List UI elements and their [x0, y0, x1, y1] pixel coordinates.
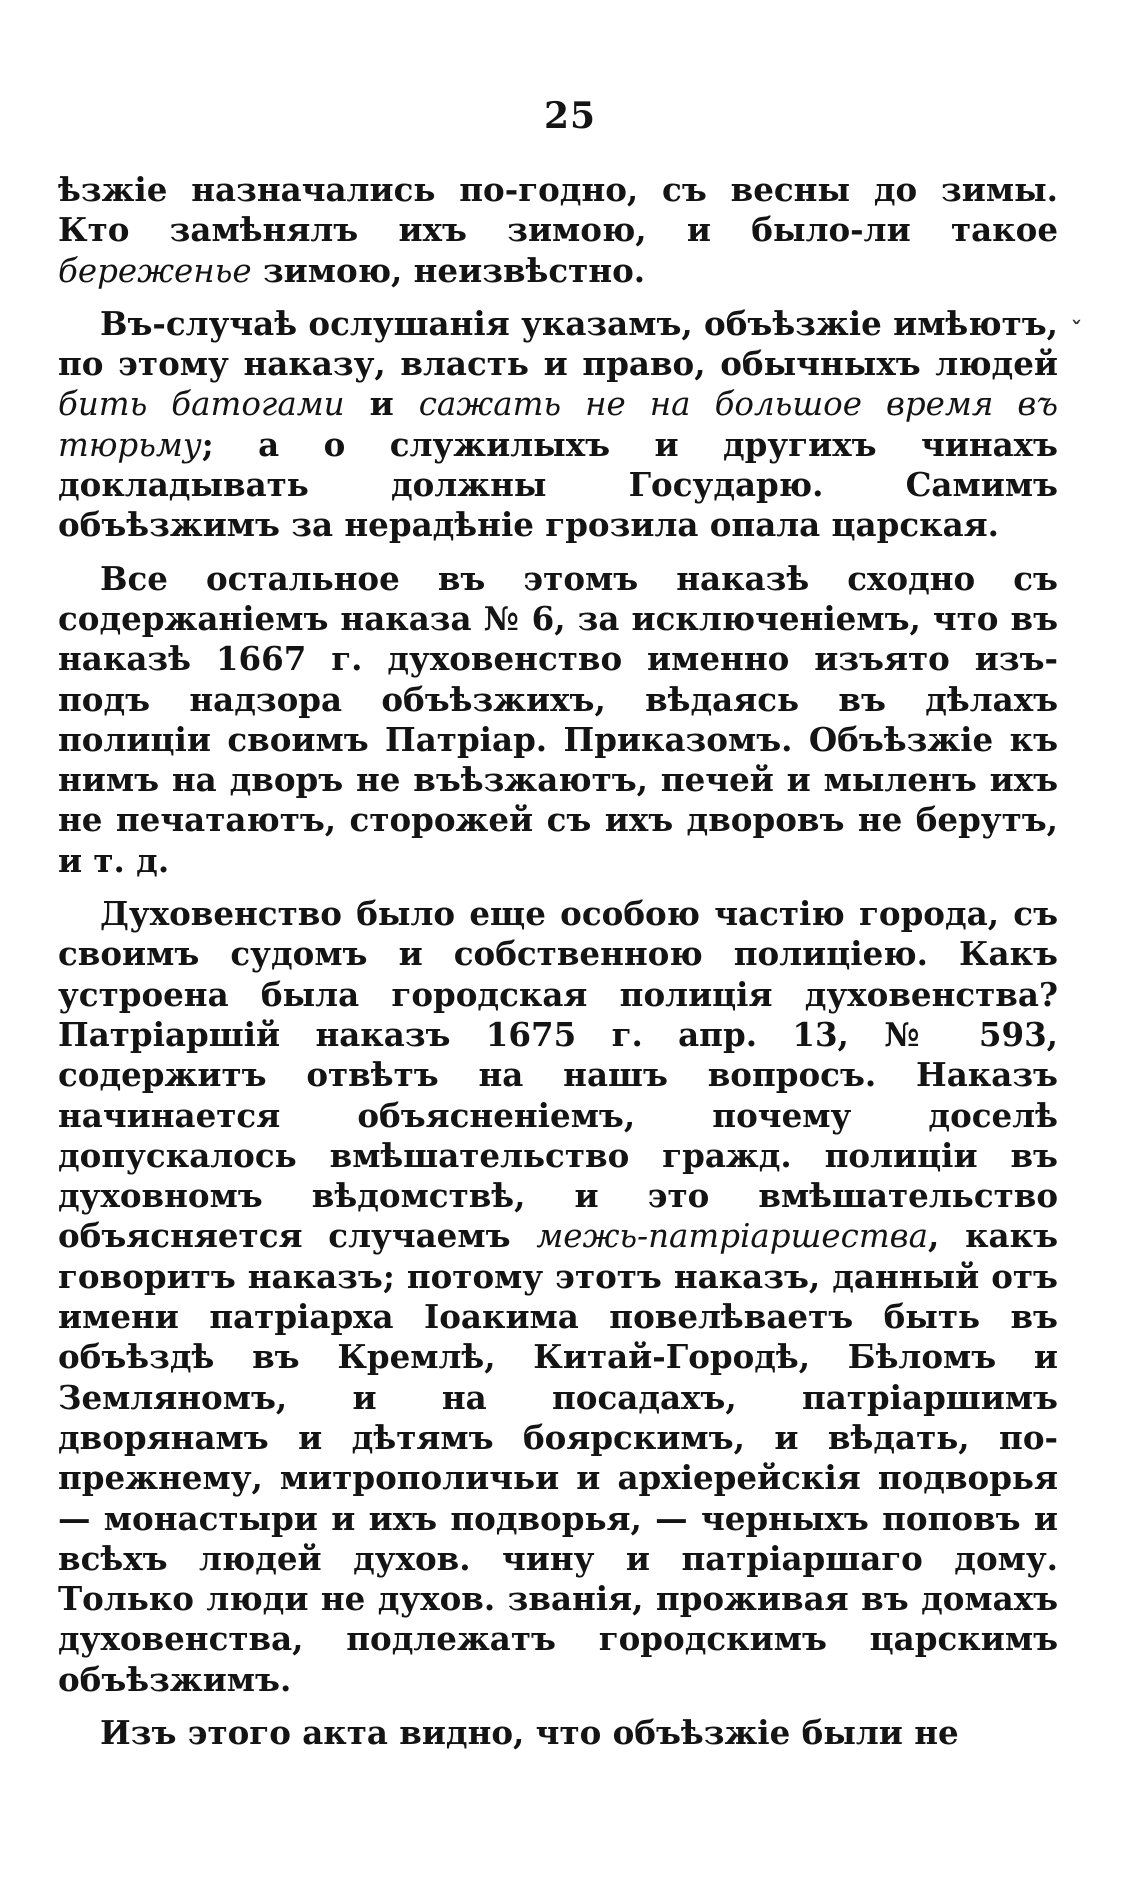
paragraph	[58, 1713, 1058, 1753]
text-run: Изъ этого акта видно, что объѣзжіе были не	[100, 1712, 959, 1752]
paragraph	[58, 170, 1058, 291]
text-run: ѣзжіе назначались по-годно, съ весны до зимы. Кто замѣнялъ ихъ зимою, и было-ли такое	[58, 170, 1058, 250]
italic-text-run: бить батогами	[58, 385, 345, 424]
text-run: , какъ говоритъ наказъ; потому этотъ наказъ, данный отъ имени патріарха Іоакима повелѣваетъ быть въ объѣздѣ въ Кремлѣ, Китай-Городѣ, Бѣломъ и Земляномъ, и на посадахъ, патріаршимъ дворянамъ и дѣтямъ боярскимъ, и вѣдать, по-прежнему, митрополичьи и архіерейскія подворья — монастыри и ихъ подворья, — черныхъ поповъ и всѣхъ людей духов. чину и патріаршаго дому. Только люди не духов. званія, проживая въ домахъ духовенства, подлежатъ городскимъ царскимъ объѣзжимъ.	[58, 1216, 1059, 1699]
text-run: Въ-случаѣ ослушанія указамъ, объѣзжіе имѣютъ, по этому наказу, власть и право, обычныхъ людей	[58, 303, 1058, 384]
italic-text-run: межь-патріаршества	[536, 1217, 928, 1256]
text-run: Духовенство было еще особою частію города, съ своимъ судомъ и собственною полиціею. Какъ устроена была городская полиція духовенства? Патріаршій наказъ 1675 г. апр. 13, № 593, содержитъ отвѣтъ на нашъ вопросъ. Наказъ начинается объясненіемъ, почему доселѣ допускалось вмѣшательство гражд. полиціи въ духовномъ вѣдомствѣ, и это вмѣшательство объясняется случаемъ	[58, 894, 1058, 1256]
body-text	[58, 170, 1058, 1753]
text-run: зимою, неизвѣстно.	[251, 250, 646, 290]
paragraph	[58, 894, 1058, 1700]
paragraph	[58, 304, 1058, 546]
text-run: и	[344, 384, 419, 424]
text-run: ; а о служилыхъ и другихъ чинахъ докладывать должны Государю. Самимъ объѣзжимъ за нерадѣніе грозила опала царская.	[58, 424, 1058, 545]
paragraph	[58, 559, 1058, 881]
page-number: 25	[543, 95, 597, 137]
italic-text-run: сажать не на большое время въ тюрьму	[58, 385, 1058, 464]
text-run: Все остальное въ этомъ наказѣ сходно съ содержаніемъ наказа № 6, за исключеніемъ, что въ наказѣ 1667 г. духовенство именно изъято изъ-подъ надзора объѣзжихъ, вѣдаясь въ дѣлахъ полиціи своимъ Патріар. Приказомъ. Объѣзжіе къ нимъ на дворъ не въѣзжаютъ, печей и мыленъ ихъ не печатаютъ, сторожей съ ихъ дворовъ не берутъ, и т. д.	[58, 558, 1058, 880]
italic-text-run: береженье	[58, 251, 252, 290]
margin-mark: ˇ	[1071, 318, 1082, 344]
